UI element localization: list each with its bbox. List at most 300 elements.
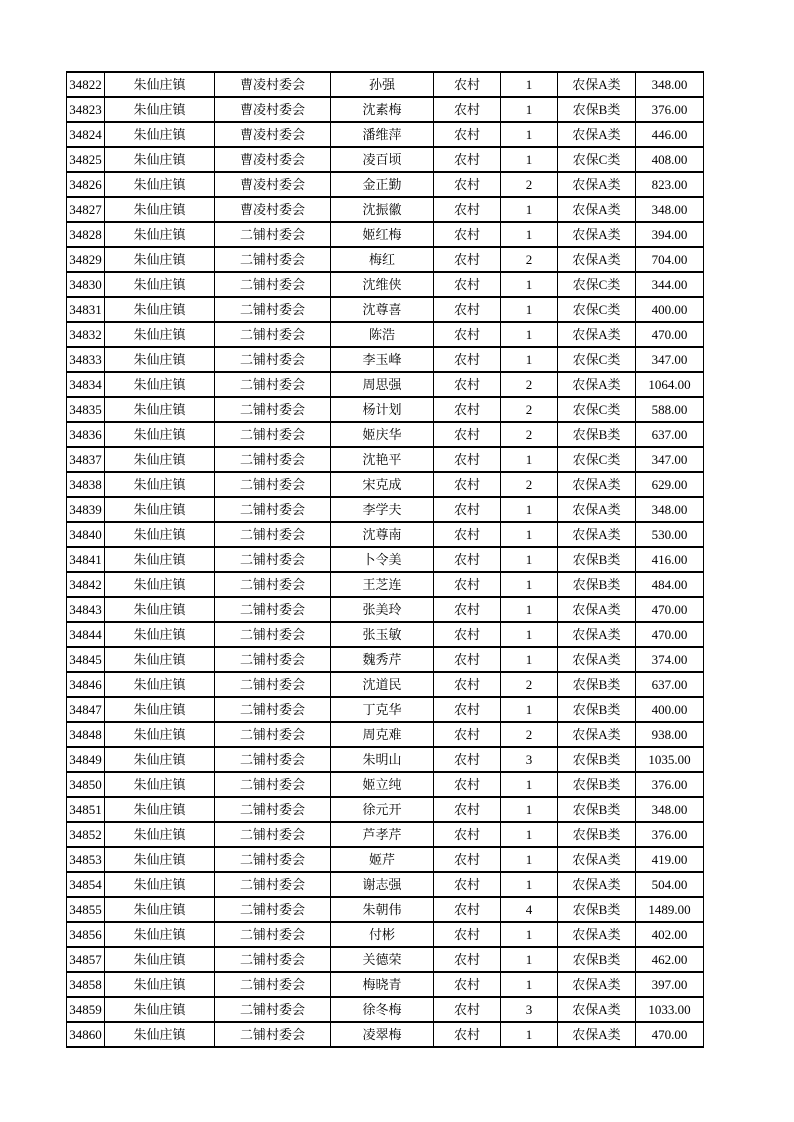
cell-serial-number: 34855 — [67, 897, 105, 922]
cell-person-name: 姬芹 — [331, 847, 434, 872]
cell-serial-number: 34844 — [67, 622, 105, 647]
cell-town: 朱仙庄镇 — [105, 622, 215, 647]
cell-insurance-category: 农保A类 — [558, 1022, 636, 1047]
cell-village-committee: 二铺村委会 — [215, 897, 331, 922]
cell-insurance-category: 农保B类 — [558, 547, 636, 572]
cell-village-committee: 二铺村委会 — [215, 997, 331, 1022]
cell-insurance-category: 农保B类 — [558, 97, 636, 122]
cell-village-committee: 二铺村委会 — [215, 547, 331, 572]
cell-amount: 347.00 — [636, 447, 704, 472]
cell-town: 朱仙庄镇 — [105, 697, 215, 722]
cell-town: 朱仙庄镇 — [105, 272, 215, 297]
cell-person-name: 张美玲 — [331, 597, 434, 622]
cell-person-count: 1 — [501, 297, 558, 322]
cell-amount: 348.00 — [636, 497, 704, 522]
cell-insurance-category: 农保B类 — [558, 697, 636, 722]
cell-town: 朱仙庄镇 — [105, 147, 215, 172]
cell-town: 朱仙庄镇 — [105, 347, 215, 372]
cell-serial-number: 34847 — [67, 697, 105, 722]
cell-serial-number: 34839 — [67, 497, 105, 522]
cell-insurance-category: 农保A类 — [558, 847, 636, 872]
cell-person-name: 梅红 — [331, 247, 434, 272]
cell-amount: 588.00 — [636, 397, 704, 422]
cell-insurance-category: 农保A类 — [558, 922, 636, 947]
cell-household-type: 农村 — [434, 197, 501, 222]
cell-person-name: 沈艳平 — [331, 447, 434, 472]
cell-town: 朱仙庄镇 — [105, 397, 215, 422]
cell-person-count: 1 — [501, 222, 558, 247]
cell-amount: 348.00 — [636, 72, 704, 97]
cell-person-count: 2 — [501, 472, 558, 497]
cell-village-committee: 二铺村委会 — [215, 397, 331, 422]
cell-village-committee: 二铺村委会 — [215, 647, 331, 672]
cell-household-type: 农村 — [434, 1022, 501, 1047]
cell-amount: 446.00 — [636, 122, 704, 147]
cell-serial-number: 34836 — [67, 422, 105, 447]
cell-town: 朱仙庄镇 — [105, 672, 215, 697]
cell-village-committee: 曹凌村委会 — [215, 122, 331, 147]
cell-village-committee: 二铺村委会 — [215, 872, 331, 897]
cell-serial-number: 34825 — [67, 147, 105, 172]
cell-person-name: 杨计划 — [331, 397, 434, 422]
cell-person-count: 3 — [501, 747, 558, 772]
cell-person-count: 1 — [501, 122, 558, 147]
cell-serial-number: 34852 — [67, 822, 105, 847]
table-row — [67, 72, 704, 97]
cell-amount: 637.00 — [636, 672, 704, 697]
cell-insurance-category: 农保A类 — [558, 647, 636, 672]
cell-village-committee: 二铺村委会 — [215, 322, 331, 347]
cell-household-type: 农村 — [434, 997, 501, 1022]
cell-village-committee: 二铺村委会 — [215, 622, 331, 647]
cell-person-count: 1 — [501, 547, 558, 572]
cell-town: 朱仙庄镇 — [105, 747, 215, 772]
cell-serial-number: 34828 — [67, 222, 105, 247]
cell-household-type: 农村 — [434, 772, 501, 797]
cell-village-committee: 二铺村委会 — [215, 797, 331, 822]
cell-amount: 470.00 — [636, 597, 704, 622]
cell-insurance-category: 农保A类 — [558, 322, 636, 347]
cell-serial-number: 34858 — [67, 972, 105, 997]
cell-amount: 1489.00 — [636, 897, 704, 922]
cell-household-type: 农村 — [434, 797, 501, 822]
cell-serial-number: 34830 — [67, 272, 105, 297]
cell-serial-number: 34834 — [67, 372, 105, 397]
table-row — [67, 322, 704, 347]
cell-household-type: 农村 — [434, 447, 501, 472]
cell-insurance-category: 农保A类 — [558, 622, 636, 647]
cell-town: 朱仙庄镇 — [105, 197, 215, 222]
table-row — [67, 672, 704, 697]
table-row — [67, 347, 704, 372]
cell-amount: 530.00 — [636, 522, 704, 547]
cell-amount: 484.00 — [636, 572, 704, 597]
cell-person-count: 4 — [501, 897, 558, 922]
cell-household-type: 农村 — [434, 922, 501, 947]
cell-serial-number: 34857 — [67, 947, 105, 972]
cell-serial-number: 34837 — [67, 447, 105, 472]
cell-person-count: 2 — [501, 422, 558, 447]
cell-household-type: 农村 — [434, 297, 501, 322]
cell-insurance-category: 农保B类 — [558, 672, 636, 697]
cell-person-name: 金正勤 — [331, 172, 434, 197]
cell-village-committee: 二铺村委会 — [215, 347, 331, 372]
cell-serial-number: 34829 — [67, 247, 105, 272]
cell-amount: 470.00 — [636, 622, 704, 647]
cell-village-committee: 二铺村委会 — [215, 822, 331, 847]
cell-serial-number: 34848 — [67, 722, 105, 747]
cell-amount: 376.00 — [636, 772, 704, 797]
table-row — [67, 247, 704, 272]
cell-insurance-category: 农保C类 — [558, 147, 636, 172]
cell-person-name: 姬立纯 — [331, 772, 434, 797]
table-body — [67, 72, 704, 1047]
cell-person-count: 1 — [501, 847, 558, 872]
cell-insurance-category: 农保B类 — [558, 947, 636, 972]
cell-person-count: 1 — [501, 72, 558, 97]
cell-person-name: 朱明山 — [331, 747, 434, 772]
cell-amount: 416.00 — [636, 547, 704, 572]
cell-town: 朱仙庄镇 — [105, 647, 215, 672]
table-row — [67, 497, 704, 522]
table-row — [67, 972, 704, 997]
cell-amount: 394.00 — [636, 222, 704, 247]
cell-person-count: 2 — [501, 672, 558, 697]
cell-person-count: 1 — [501, 922, 558, 947]
cell-village-committee: 二铺村委会 — [215, 272, 331, 297]
cell-village-committee: 二铺村委会 — [215, 522, 331, 547]
cell-village-committee: 曹凌村委会 — [215, 172, 331, 197]
cell-town: 朱仙庄镇 — [105, 822, 215, 847]
table-row — [67, 422, 704, 447]
cell-person-name: 宋克成 — [331, 472, 434, 497]
cell-serial-number: 34824 — [67, 122, 105, 147]
cell-village-committee: 曹凌村委会 — [215, 147, 331, 172]
cell-household-type: 农村 — [434, 97, 501, 122]
table-row — [67, 222, 704, 247]
table-row — [67, 472, 704, 497]
cell-household-type: 农村 — [434, 722, 501, 747]
cell-town: 朱仙庄镇 — [105, 247, 215, 272]
cell-village-committee: 二铺村委会 — [215, 297, 331, 322]
cell-town: 朱仙庄镇 — [105, 472, 215, 497]
cell-person-count: 2 — [501, 397, 558, 422]
cell-insurance-category: 农保C类 — [558, 297, 636, 322]
cell-person-count: 1 — [501, 622, 558, 647]
cell-serial-number: 34851 — [67, 797, 105, 822]
cell-person-name: 朱朝伟 — [331, 897, 434, 922]
cell-town: 朱仙庄镇 — [105, 722, 215, 747]
cell-person-name: 凌翠梅 — [331, 1022, 434, 1047]
cell-person-name: 沈维侠 — [331, 272, 434, 297]
cell-serial-number: 34859 — [67, 997, 105, 1022]
cell-person-name: 沈尊喜 — [331, 297, 434, 322]
cell-village-committee: 二铺村委会 — [215, 222, 331, 247]
cell-village-committee: 二铺村委会 — [215, 972, 331, 997]
cell-serial-number: 34833 — [67, 347, 105, 372]
cell-household-type: 农村 — [434, 147, 501, 172]
cell-insurance-category: 农保B类 — [558, 797, 636, 822]
cell-person-count: 2 — [501, 372, 558, 397]
cell-household-type: 农村 — [434, 672, 501, 697]
cell-household-type: 农村 — [434, 872, 501, 897]
cell-insurance-category: 农保A类 — [558, 997, 636, 1022]
cell-amount: 348.00 — [636, 797, 704, 822]
cell-amount: 470.00 — [636, 322, 704, 347]
cell-amount: 400.00 — [636, 697, 704, 722]
table-row — [67, 147, 704, 172]
cell-amount: 1064.00 — [636, 372, 704, 397]
cell-household-type: 农村 — [434, 572, 501, 597]
cell-household-type: 农村 — [434, 822, 501, 847]
cell-person-name: 凌百顷 — [331, 147, 434, 172]
cell-amount: 402.00 — [636, 922, 704, 947]
cell-town: 朱仙庄镇 — [105, 447, 215, 472]
cell-household-type: 农村 — [434, 522, 501, 547]
cell-person-count: 1 — [501, 597, 558, 622]
table-row — [67, 547, 704, 572]
cell-serial-number: 34827 — [67, 197, 105, 222]
cell-town: 朱仙庄镇 — [105, 997, 215, 1022]
cell-person-count: 3 — [501, 997, 558, 1022]
cell-serial-number: 34843 — [67, 597, 105, 622]
cell-town: 朱仙庄镇 — [105, 97, 215, 122]
cell-person-name: 付彬 — [331, 922, 434, 947]
cell-person-name: 潘维萍 — [331, 122, 434, 147]
cell-person-count: 1 — [501, 572, 558, 597]
table-row — [67, 297, 704, 322]
cell-amount: 348.00 — [636, 197, 704, 222]
cell-serial-number: 34854 — [67, 872, 105, 897]
cell-person-count: 1 — [501, 347, 558, 372]
cell-person-count: 1 — [501, 272, 558, 297]
cell-serial-number: 34826 — [67, 172, 105, 197]
cell-village-committee: 二铺村委会 — [215, 947, 331, 972]
cell-village-committee: 二铺村委会 — [215, 372, 331, 397]
cell-serial-number: 34849 — [67, 747, 105, 772]
cell-village-committee: 曹凌村委会 — [215, 197, 331, 222]
cell-person-count: 1 — [501, 697, 558, 722]
cell-person-name: 姬庆华 — [331, 422, 434, 447]
cell-person-name: 沈振徽 — [331, 197, 434, 222]
cell-insurance-category: 农保C类 — [558, 447, 636, 472]
table-row — [67, 572, 704, 597]
table-row — [67, 97, 704, 122]
table-row — [67, 722, 704, 747]
cell-person-name: 姬红梅 — [331, 222, 434, 247]
cell-village-committee: 曹凌村委会 — [215, 97, 331, 122]
cell-household-type: 农村 — [434, 747, 501, 772]
cell-person-name: 梅晓青 — [331, 972, 434, 997]
cell-person-count: 1 — [501, 872, 558, 897]
cell-town: 朱仙庄镇 — [105, 572, 215, 597]
cell-insurance-category: 农保A类 — [558, 522, 636, 547]
cell-village-committee: 二铺村委会 — [215, 697, 331, 722]
cell-serial-number: 34823 — [67, 97, 105, 122]
cell-household-type: 农村 — [434, 697, 501, 722]
cell-person-name: 陈浩 — [331, 322, 434, 347]
cell-person-name: 芦孝芹 — [331, 822, 434, 847]
cell-village-committee: 曹凌村委会 — [215, 72, 331, 97]
cell-household-type: 农村 — [434, 622, 501, 647]
cell-household-type: 农村 — [434, 972, 501, 997]
cell-insurance-category: 农保A类 — [558, 172, 636, 197]
cell-town: 朱仙庄镇 — [105, 597, 215, 622]
cell-serial-number: 34850 — [67, 772, 105, 797]
cell-insurance-category: 农保C类 — [558, 272, 636, 297]
cell-serial-number: 34840 — [67, 522, 105, 547]
cell-household-type: 农村 — [434, 347, 501, 372]
cell-insurance-category: 农保A类 — [558, 222, 636, 247]
cell-person-count: 1 — [501, 497, 558, 522]
cell-household-type: 农村 — [434, 422, 501, 447]
cell-village-committee: 二铺村委会 — [215, 422, 331, 447]
cell-person-count: 1 — [501, 322, 558, 347]
cell-insurance-category: 农保C类 — [558, 347, 636, 372]
cell-village-committee: 二铺村委会 — [215, 672, 331, 697]
cell-serial-number: 34822 — [67, 72, 105, 97]
cell-amount: 629.00 — [636, 472, 704, 497]
cell-household-type: 农村 — [434, 222, 501, 247]
cell-serial-number: 34832 — [67, 322, 105, 347]
cell-town: 朱仙庄镇 — [105, 547, 215, 572]
cell-household-type: 农村 — [434, 322, 501, 347]
cell-serial-number: 34860 — [67, 1022, 105, 1047]
cell-household-type: 农村 — [434, 897, 501, 922]
table-row — [67, 197, 704, 222]
cell-amount: 637.00 — [636, 422, 704, 447]
pension-roster-table — [66, 71, 704, 1048]
cell-insurance-category: 农保B类 — [558, 822, 636, 847]
cell-person-name: 周克难 — [331, 722, 434, 747]
cell-town: 朱仙庄镇 — [105, 1022, 215, 1047]
cell-amount: 1033.00 — [636, 997, 704, 1022]
cell-town: 朱仙庄镇 — [105, 522, 215, 547]
cell-serial-number: 34842 — [67, 572, 105, 597]
cell-person-name: 王芝连 — [331, 572, 434, 597]
table-row — [67, 1022, 704, 1047]
cell-serial-number: 34835 — [67, 397, 105, 422]
cell-town: 朱仙庄镇 — [105, 947, 215, 972]
cell-person-count: 2 — [501, 247, 558, 272]
cell-household-type: 农村 — [434, 172, 501, 197]
cell-person-count: 1 — [501, 647, 558, 672]
cell-amount: 344.00 — [636, 272, 704, 297]
cell-insurance-category: 农保B类 — [558, 772, 636, 797]
cell-insurance-category: 农保B类 — [558, 422, 636, 447]
cell-serial-number: 34838 — [67, 472, 105, 497]
cell-town: 朱仙庄镇 — [105, 772, 215, 797]
cell-amount: 347.00 — [636, 347, 704, 372]
cell-person-name: 沈道民 — [331, 672, 434, 697]
cell-person-name: 张玉敏 — [331, 622, 434, 647]
cell-person-name: 关德荣 — [331, 947, 434, 972]
cell-household-type: 农村 — [434, 247, 501, 272]
cell-town: 朱仙庄镇 — [105, 847, 215, 872]
cell-insurance-category: 农保A类 — [558, 197, 636, 222]
cell-person-name: 李学夫 — [331, 497, 434, 522]
cell-person-count: 1 — [501, 522, 558, 547]
table-row — [67, 897, 704, 922]
cell-town: 朱仙庄镇 — [105, 497, 215, 522]
cell-amount: 376.00 — [636, 822, 704, 847]
cell-insurance-category: 农保B类 — [558, 897, 636, 922]
cell-amount: 400.00 — [636, 297, 704, 322]
cell-person-name: 沈素梅 — [331, 97, 434, 122]
cell-insurance-category: 农保A类 — [558, 872, 636, 897]
cell-insurance-category: 农保A类 — [558, 372, 636, 397]
table-row — [67, 172, 704, 197]
table-row — [67, 597, 704, 622]
cell-person-name: 谢志强 — [331, 872, 434, 897]
cell-village-committee: 二铺村委会 — [215, 1022, 331, 1047]
cell-town: 朱仙庄镇 — [105, 297, 215, 322]
cell-person-count: 1 — [501, 972, 558, 997]
cell-serial-number: 34856 — [67, 922, 105, 947]
cell-person-count: 1 — [501, 772, 558, 797]
cell-person-count: 1 — [501, 447, 558, 472]
table-row — [67, 397, 704, 422]
cell-town: 朱仙庄镇 — [105, 122, 215, 147]
cell-person-name: 孙强 — [331, 72, 434, 97]
cell-amount: 704.00 — [636, 247, 704, 272]
cell-town: 朱仙庄镇 — [105, 872, 215, 897]
cell-town: 朱仙庄镇 — [105, 797, 215, 822]
table-row — [67, 797, 704, 822]
cell-village-committee: 二铺村委会 — [215, 472, 331, 497]
cell-household-type: 农村 — [434, 597, 501, 622]
cell-person-name: 李玉峰 — [331, 347, 434, 372]
cell-village-committee: 二铺村委会 — [215, 922, 331, 947]
cell-village-committee: 二铺村委会 — [215, 847, 331, 872]
table-row — [67, 122, 704, 147]
cell-village-committee: 二铺村委会 — [215, 497, 331, 522]
table-row — [67, 522, 704, 547]
cell-town: 朱仙庄镇 — [105, 172, 215, 197]
cell-person-count: 1 — [501, 197, 558, 222]
cell-person-name: 周思强 — [331, 372, 434, 397]
cell-serial-number: 34841 — [67, 547, 105, 572]
table-row — [67, 822, 704, 847]
cell-serial-number: 34845 — [67, 647, 105, 672]
table-row — [67, 372, 704, 397]
cell-person-count: 2 — [501, 722, 558, 747]
table-row — [67, 772, 704, 797]
cell-insurance-category: 农保A类 — [558, 472, 636, 497]
cell-household-type: 农村 — [434, 372, 501, 397]
cell-village-committee: 二铺村委会 — [215, 447, 331, 472]
cell-village-committee: 二铺村委会 — [215, 722, 331, 747]
cell-amount: 419.00 — [636, 847, 704, 872]
cell-household-type: 农村 — [434, 647, 501, 672]
cell-amount: 470.00 — [636, 1022, 704, 1047]
cell-person-count: 1 — [501, 947, 558, 972]
cell-household-type: 农村 — [434, 847, 501, 872]
cell-person-count: 1 — [501, 822, 558, 847]
cell-household-type: 农村 — [434, 72, 501, 97]
cell-amount: 408.00 — [636, 147, 704, 172]
cell-insurance-category: 农保B类 — [558, 747, 636, 772]
cell-insurance-category: 农保B类 — [558, 572, 636, 597]
cell-person-name: 魏秀芹 — [331, 647, 434, 672]
cell-serial-number: 34853 — [67, 847, 105, 872]
table-row — [67, 922, 704, 947]
cell-person-count: 2 — [501, 172, 558, 197]
cell-household-type: 农村 — [434, 497, 501, 522]
cell-village-committee: 二铺村委会 — [215, 747, 331, 772]
cell-insurance-category: 农保C类 — [558, 397, 636, 422]
cell-person-count: 1 — [501, 97, 558, 122]
